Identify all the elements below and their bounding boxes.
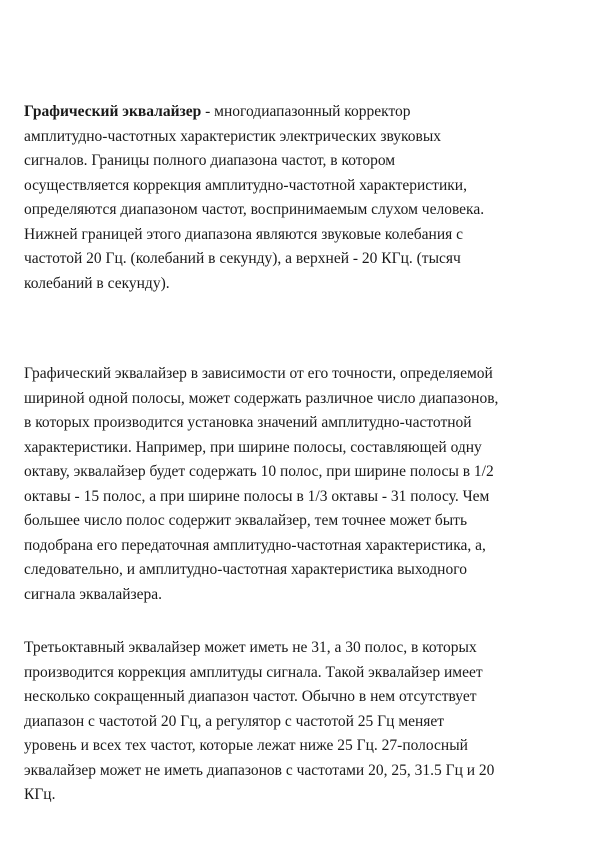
text-line: колебаний в секунду). <box>24 274 170 292</box>
text-line: сигналов. Границы полного диапазона частот, в котором <box>24 152 396 169</box>
text-line: Третьоктавный эквалайзер может иметь не 31, а 30 полос, в которых <box>24 639 477 656</box>
text-line: Графический эквалайзер в зависимости от его точности, определяемой <box>24 365 493 382</box>
text-line: подобрана его передаточная амплитудно-частотная характеристика, а, <box>24 536 486 554</box>
text-line: уровень и всех тех частот, которые лежат ниже 25 Гц. 27-полосный <box>24 737 468 754</box>
text-line: осуществляется коррекция амплитудно-частотной характеристики, <box>24 176 467 194</box>
text-line: частотой 20 Гц. (колебаний в секунду), а верхней - 20 КГц. (тысяч <box>24 250 461 267</box>
line-text: - многодиапазонный корректор <box>201 103 411 120</box>
paragraph-definition <box>24 100 574 296</box>
text-line: амплитудно-частотных характеристик электрических звуковых <box>24 127 442 145</box>
text-line: характеристики. Например, при ширине полосы, составляющей одну <box>24 438 482 456</box>
text-line: октавы - 15 полос, а при ширине полосы в 1/3 октавы - 31 полосу. Чем <box>24 487 490 505</box>
text-line: производится коррекция амплитуды сигнала. Такой эквалайзер имеет <box>24 663 483 681</box>
text-line: Нижней границей этого диапазона являются звуковые колебания с <box>24 225 464 243</box>
text-line: шириной одной полосы, может содержать различное число диапазонов, <box>24 389 499 407</box>
paragraph-third-octave <box>24 636 574 808</box>
paragraph-band-count <box>24 362 574 607</box>
defined-term: Графический эквалайзер <box>24 103 202 120</box>
text-line: октаву, эквалайзер будет содержать 10 полос, при ширине полосы в 1/2 <box>24 463 494 480</box>
text-line: большее число полос содержит эквалайзер, тем точнее может быть <box>24 512 468 529</box>
text-line: несколько сокращенный диапазон частот. Обычно в нем отсутствует <box>24 688 477 705</box>
text-line: эквалайзер может не иметь диапазонов с частотами 20, 25, 31.5 Гц и 20 <box>24 761 495 779</box>
text-line: диапазон с частотой 20 Гц, а регулятор с частотой 25 Гц меняет <box>24 712 445 730</box>
text-line: сигнала эквалайзера. <box>24 585 163 603</box>
text-line <box>24 100 574 125</box>
text-line: КГц. <box>24 786 56 803</box>
text-line: определяются диапазоном частот, воспринимаемым слухом человека. <box>24 201 485 218</box>
text-line: следовательно, и амплитудно-частотная характеристика выходного <box>24 561 467 578</box>
text-line: в которых производится установка значений амплитудно-частотной <box>24 414 472 431</box>
